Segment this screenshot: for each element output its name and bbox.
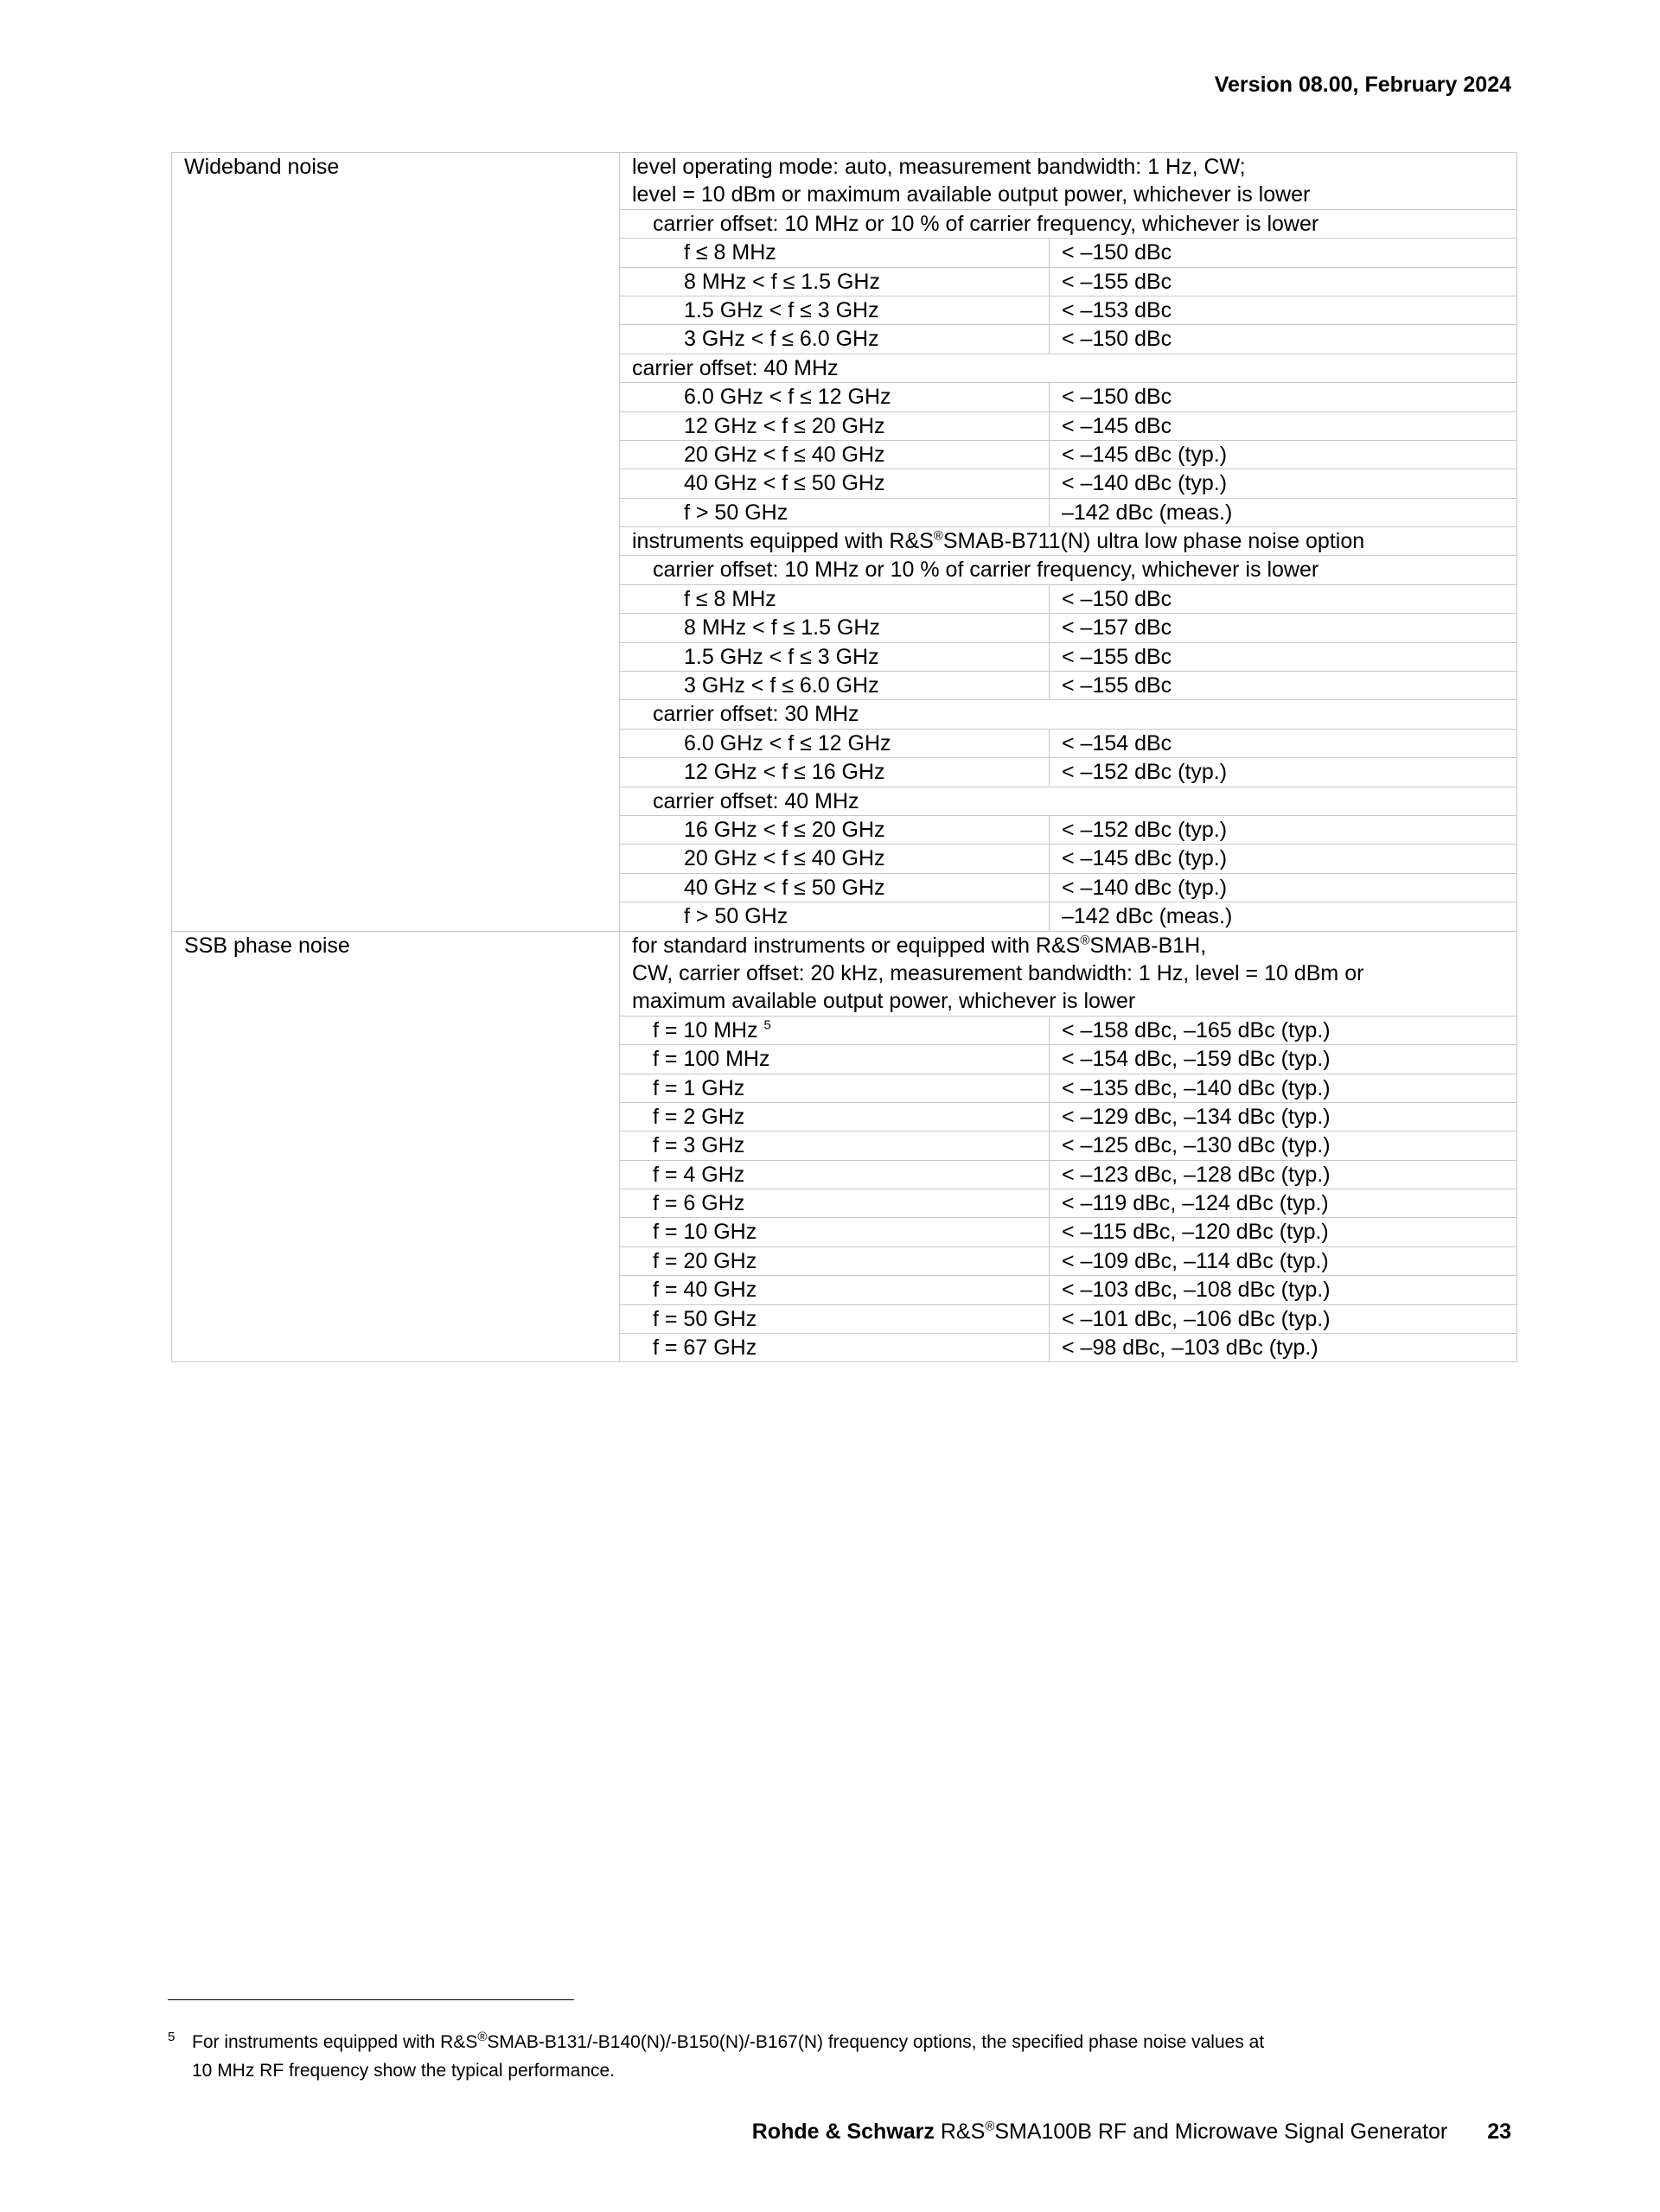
condition-label: 40 GHz < f ≤ 50 GHz [684, 875, 885, 900]
value-cell: < –145 dBc (typ.) [1050, 440, 1517, 469]
condition-cell [620, 383, 1050, 411]
condition-label: f > 50 GHz [684, 904, 788, 929]
value-cell: < –125 dBc, –130 dBc (typ.) [1050, 1131, 1517, 1160]
footnote-line-1 [192, 2028, 1465, 2056]
condition-cell [620, 239, 1050, 267]
value-cell: < –135 dBc, –140 dBc (typ.) [1050, 1074, 1517, 1102]
page-number: 23 [1487, 2120, 1511, 2144]
condition-label: 6.0 GHz < f ≤ 12 GHz [684, 385, 891, 410]
value-cell: < –154 dBc, –159 dBc (typ.) [1050, 1045, 1517, 1074]
condition-label: 16 GHz < f ≤ 20 GHz [684, 817, 885, 842]
value-cell: < –129 dBc, –134 dBc (typ.) [1050, 1102, 1517, 1131]
value-cell: < –140 dBc (typ.) [1050, 873, 1517, 902]
footnote-registered-mark: ® [477, 2030, 488, 2044]
value-cell: < –109 dBc, –114 dBc (typ.) [1050, 1246, 1517, 1275]
value-cell: < –150 dBc [1050, 239, 1517, 267]
footnote-mark: 5 [168, 2030, 176, 2044]
footnote-reference: 5 [763, 1017, 771, 1033]
condition-cell [620, 267, 1050, 296]
condition-label: 1.5 GHz < f ≤ 3 GHz [684, 297, 879, 322]
condition-cell [620, 440, 1050, 469]
table-row [172, 931, 1517, 959]
condition-label: f = 10 MHz [653, 1017, 764, 1042]
footnote-line-2: 10 MHz RF frequency show the typical performance. [192, 2061, 616, 2081]
condition-label: f ≤ 8 MHz [684, 240, 776, 265]
condition-fragment: level = 10 dBm or maximum available output power, whichever is lower [632, 182, 1311, 207]
condition-fragment: for standard instruments or equipped with R&S [632, 933, 1081, 958]
condition-label: f = 40 GHz [653, 1278, 757, 1303]
condition-text [620, 354, 1517, 382]
condition-cell [620, 672, 1050, 700]
spec-table-body [172, 153, 1517, 1362]
condition-cell [620, 1160, 1050, 1189]
condition-cell [620, 1016, 1050, 1044]
registered-mark: ® [1080, 933, 1090, 948]
value-cell: < –153 dBc [1050, 296, 1517, 324]
footer-product-pre: R&S [934, 2120, 986, 2144]
page-footer [752, 2120, 1511, 2145]
table-row [172, 153, 1517, 182]
condition-cell [620, 325, 1050, 354]
condition-fragment: maximum available output power, whichever is lower [632, 989, 1136, 1014]
condition-cell [620, 902, 1050, 931]
condition-cell [620, 1246, 1050, 1275]
condition-label: f > 50 GHz [684, 500, 788, 525]
condition-label: 12 GHz < f ≤ 16 GHz [684, 760, 885, 785]
footer-brand: Rohde & Schwarz [751, 2120, 935, 2144]
condition-label: 20 GHz < f ≤ 40 GHz [684, 442, 885, 467]
condition-fragment: carrier offset: 40 MHz [653, 788, 859, 813]
value-cell: < –154 dBc [1050, 729, 1517, 757]
condition-cell [620, 296, 1050, 324]
condition-cell [620, 758, 1050, 787]
condition-text [620, 556, 1517, 584]
condition-cell [620, 614, 1050, 642]
value-cell: –142 dBc (meas.) [1050, 902, 1517, 931]
param-ssb-phase-noise: SSB phase noise [172, 931, 620, 1362]
condition-fragment: instruments equipped with R&S [632, 529, 934, 554]
condition-label: f = 67 GHz [653, 1335, 757, 1361]
value-cell: < –155 dBc [1050, 267, 1517, 296]
condition-label: 6.0 GHz < f ≤ 12 GHz [684, 730, 891, 755]
condition-label: 3 GHz < f ≤ 6.0 GHz [684, 673, 879, 698]
footer-product: SMA100B RF and Microwave Signal Generator [994, 2120, 1448, 2144]
condition-text [620, 931, 1517, 959]
condition-cell [620, 411, 1050, 440]
registered-mark: ® [933, 528, 943, 544]
condition-cell [620, 729, 1050, 757]
value-cell: < –150 dBc [1050, 383, 1517, 411]
condition-text [620, 700, 1517, 729]
value-cell: < –103 dBc, –108 dBc (typ.) [1050, 1276, 1517, 1304]
condition-cell [620, 1102, 1050, 1131]
value-cell: < –98 dBc, –103 dBc (typ.) [1050, 1334, 1517, 1362]
condition-fragment: carrier offset: 10 MHz or 10 % of carrier frequency, whichever is lower [653, 558, 1319, 583]
condition-cell [620, 1304, 1050, 1333]
condition-label: f ≤ 8 MHz [684, 586, 776, 611]
param-wideband-noise: Wideband noise [172, 153, 620, 932]
condition-fragment: carrier offset: 40 MHz [632, 355, 839, 380]
condition-fragment: SMAB-B1H, [1089, 933, 1207, 958]
condition-cell [620, 873, 1050, 902]
condition-fragment: CW, carrier offset: 20 kHz, measurement bandwidth: 1 Hz, level = 10 dBm or [632, 960, 1364, 985]
value-cell: < –152 dBc (typ.) [1050, 815, 1517, 844]
condition-cell [620, 845, 1050, 873]
condition-label: 8 MHz < f ≤ 1.5 GHz [684, 269, 880, 294]
condition-label: f = 6 GHz [653, 1191, 745, 1216]
condition-cell [620, 1218, 1050, 1246]
condition-label: 1.5 GHz < f ≤ 3 GHz [684, 644, 879, 669]
condition-cell [620, 1045, 1050, 1074]
condition-label: 20 GHz < f ≤ 40 GHz [684, 846, 885, 871]
value-cell: < –155 dBc [1050, 672, 1517, 700]
condition-text [620, 527, 1517, 556]
value-cell: < –119 dBc, –124 dBc (typ.) [1050, 1189, 1517, 1218]
value-cell: < –115 dBc, –120 dBc (typ.) [1050, 1218, 1517, 1246]
value-cell: < –140 dBc (typ.) [1050, 469, 1517, 498]
value-cell: < –145 dBc (typ.) [1050, 845, 1517, 873]
condition-text [620, 209, 1517, 238]
condition-label: f = 10 GHz [653, 1220, 757, 1245]
spec-table [171, 152, 1517, 1362]
value-cell: < –101 dBc, –106 dBc (typ.) [1050, 1304, 1517, 1333]
value-cell: < –123 dBc, –128 dBc (typ.) [1050, 1160, 1517, 1189]
condition-text [620, 787, 1517, 815]
footnote-line-1-post: SMAB-B131/-B140(N)/-B150(N)/-B167(N) frequency options, the specified phase noise values at [487, 2032, 1265, 2052]
footnote-line-1-pre: For instruments equipped with R&S [192, 2032, 478, 2052]
condition-cell [620, 1334, 1050, 1362]
condition-fragment: level operating mode: auto, measurement bandwidth: 1 Hz, CW; [632, 155, 1246, 179]
condition-text [620, 181, 1517, 209]
condition-text [620, 987, 1517, 1016]
condition-label: f = 20 GHz [653, 1248, 757, 1273]
value-cell: < –155 dBc [1050, 642, 1517, 671]
condition-cell [620, 1276, 1050, 1304]
value-cell: –142 dBc (meas.) [1050, 498, 1517, 526]
value-cell: < –157 dBc [1050, 614, 1517, 642]
condition-fragment: SMAB-B711(N) ultra low phase noise option [942, 529, 1365, 554]
condition-cell [620, 1074, 1050, 1102]
condition-cell [620, 1131, 1050, 1160]
condition-label: f = 50 GHz [653, 1306, 757, 1331]
value-cell: < –145 dBc [1050, 411, 1517, 440]
condition-label: f = 100 MHz [653, 1047, 770, 1072]
footnote [168, 2028, 1465, 2085]
condition-cell [620, 584, 1050, 613]
condition-label: 3 GHz < f ≤ 6.0 GHz [684, 327, 879, 352]
value-cell: < –150 dBc [1050, 325, 1517, 354]
condition-cell [620, 469, 1050, 498]
condition-label: 40 GHz < f ≤ 50 GHz [684, 471, 885, 496]
condition-label: 8 MHz < f ≤ 1.5 GHz [684, 615, 880, 641]
condition-label: f = 3 GHz [653, 1133, 745, 1158]
value-cell: < –152 dBc (typ.) [1050, 758, 1517, 787]
value-cell: < –150 dBc [1050, 584, 1517, 613]
page-header-version: Version 08.00, February 2024 [1214, 73, 1511, 97]
condition-fragment: carrier offset: 10 MHz or 10 % of carrier frequency, whichever is lower [653, 211, 1319, 236]
condition-text [620, 153, 1517, 182]
condition-cell [620, 642, 1050, 671]
condition-cell [620, 815, 1050, 844]
footer-registered-mark: ® [985, 2119, 995, 2134]
condition-label: f = 2 GHz [653, 1104, 745, 1129]
value-cell: < –158 dBc, –165 dBc (typ.) [1050, 1016, 1517, 1044]
condition-cell [620, 498, 1050, 526]
condition-label: f = 1 GHz [653, 1075, 745, 1100]
condition-cell [620, 1189, 1050, 1218]
footnote-divider [168, 1999, 574, 2000]
condition-fragment: carrier offset: 30 MHz [653, 702, 859, 727]
condition-text [620, 959, 1517, 987]
condition-label: f = 4 GHz [653, 1162, 745, 1187]
condition-label: 12 GHz < f ≤ 20 GHz [684, 413, 885, 438]
